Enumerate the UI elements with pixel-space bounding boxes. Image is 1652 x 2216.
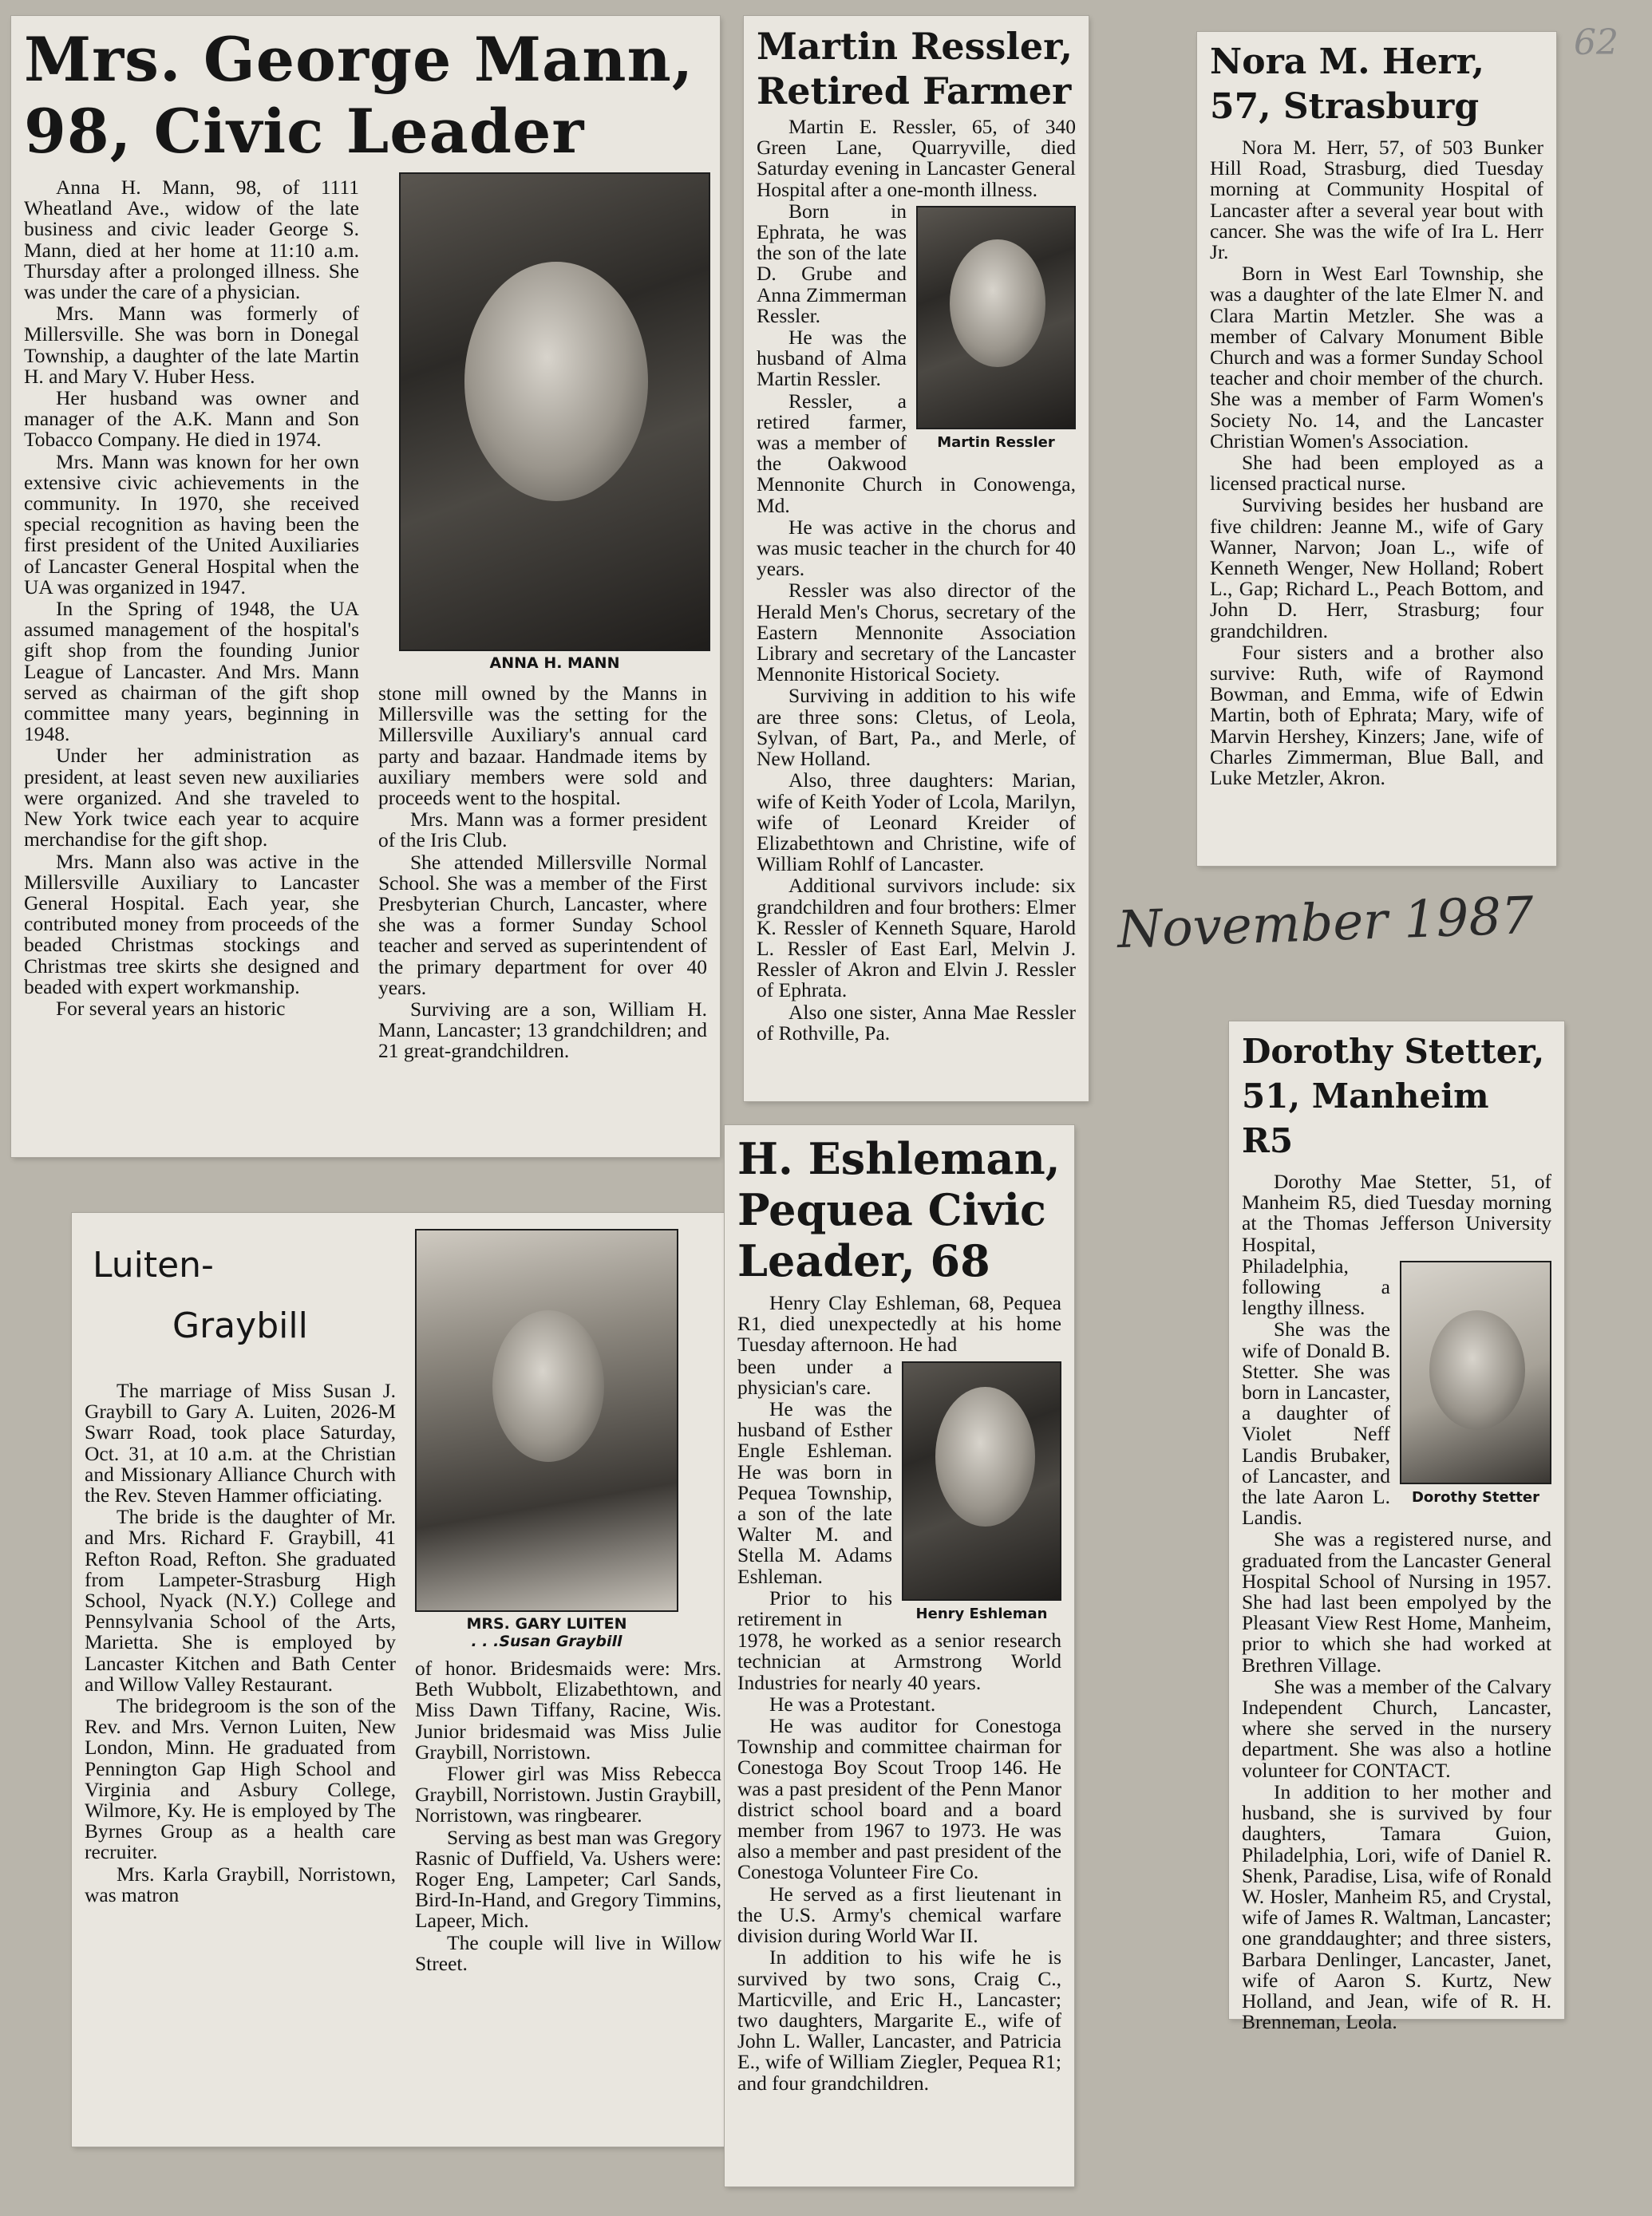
stetter-headline-1: Dorothy Stetter, bbox=[1242, 1032, 1545, 1071]
herr-paragraph: Surviving besides her husband are five children: Jeanne M., wife of Gary Wanner, Narvon; Joan L., wife of Kenneth Wenger, New Holland; Robert L., Gap; Richard L., Peach Bottom, and John D. Herr, Strasburg; four grandchildren. bbox=[1210, 493, 1543, 642]
eshleman-paragraph: He was auditor for Conestoga Township and committee chairman for Conestoga Boy Scout Troop 146. He was a past president of the Penn Manor district school board and a board member from 1967 to 1973. He was also a member and past president of the Conestoga Volunteer Fire Co. bbox=[737, 1714, 1061, 1884]
dorothy-stetter-caption: Dorothy Stetter bbox=[1411, 1488, 1540, 1506]
ressler-paragraph: Additional survivors include: six grandchildren and four brothers: Elmer K. Ressler of Kenneth Square, Harold L. Ressler of East Earl, Melvin J. Ressler of Akron and Elvin J. Ressler of Ephrata. bbox=[757, 874, 1076, 1002]
mann-obituary bbox=[11, 16, 720, 1157]
herr-paragraph: Four sisters and a brother also survive: Ruth, wife of Raymond Bowman, and Emma, wife of Edwin Martin, both of Ephrata; Mary, wife of Marvin Hershey, Kinzers; Jane, wife of Charles Zimmerman, Blue Ball, and Luke Metzler, Akron. bbox=[1210, 640, 1543, 790]
herr-paragraph: Nora M. Herr, 57, of 503 Bunker Hill Road, Strasburg, died Tuesday morning at Community Hospital of Lancaster after a several year bout with cancer. She was the wife of Ira L. Herr Jr. bbox=[1210, 136, 1543, 264]
stetter-intro: Dorothy Mae Stetter, 51, of Manheim R5, died Tuesday morning at the Thomas Jefferson University Hospital, bbox=[1242, 1170, 1551, 1256]
mann-paragraph: She attended Millersville Normal School. She was a member of the First Presbyterian Church, Lancaster, where she was a former Sunday School teacher and served as superintendent of the primary department for over 40 years. bbox=[378, 850, 707, 999]
mann-column-2 bbox=[378, 683, 707, 1062]
mann-paragraph: Mrs. Mann also was active in the Millersville Auxiliary to Lancaster General Hospital. Each year, she contributed money from proceeds of the beaded Christmas stockings and Christmas tree skirts she designed and beaded with expert workmanship. bbox=[24, 849, 359, 998]
ressler-obituary bbox=[744, 16, 1089, 1101]
herr-headline-2: 57, Strasburg bbox=[1210, 86, 1480, 127]
ressler-body bbox=[757, 117, 1076, 1044]
handwritten-date-note: November 1987 bbox=[1116, 886, 1535, 961]
dorothy-stetter-photo bbox=[1400, 1261, 1551, 1484]
herr-paragraph: Born in West Earl Township, she was a daughter of the late Elmer N. and Clara Martin Metzler. She was a member of Calvary Monument Bible Church and was a former Sunday School teacher and choir member of the church. She was a member of Farm Women's Society No. 14, and the Lancaster Christian Women's Association. bbox=[1210, 262, 1543, 452]
luiten-paragraph: The couple will live in Willow Street. bbox=[415, 1930, 721, 1975]
luiten-paragraph: Serving as best man was Gregory Rasnic of Duffield, Va. Ushers were: Roger Eng, Lampeter; Carl Sands, Bird-In-Hand, and Gregory Timmins, Lapeer, Mich. bbox=[415, 1825, 721, 1933]
stetter-paragraph: She was a member of the Calvary Independent Church, Lancaster, where she served in the nursery department. She was also a hotline volunteer for CONTACT. bbox=[1242, 1674, 1551, 1782]
mann-paragraph: In the Spring of 1948, the UA assumed management of the hospital's gift shop from the founding Junior League of Lancaster. And Mrs. Mann served as chairman of the gift shop committee many years, beginning in 1948. bbox=[24, 597, 359, 746]
mann-paragraph: Mrs. Mann was formerly of Millersville. She was born in Donegal Township, a daughter of the late Martin H. and Mary V. Huber Hess. bbox=[24, 302, 359, 388]
mrs-gary-luiten-caption: MRS. GARY LUITEN bbox=[466, 1615, 627, 1633]
ressler-paragraph: Ressler, a retired farmer, was a member of the Oakwood Mennonite Church in Conowenga, Md. bbox=[757, 389, 1076, 517]
luiten-paragraph: Flower girl was Miss Rebecca Graybill, Norristown. Justin Graybill, Norristown, was ringbearer. bbox=[415, 1762, 721, 1827]
ressler-photo-block bbox=[916, 206, 1076, 453]
eshleman-paragraph: In addition to his wife he is survived by two sons, Craig C., Marticville, and Eric H., Lancaster; two daughters, Margarite E., wife of John L. Waller, Lancaster, and Patricia E., wife of William Ziegler, Pequea R1; and four grandchildren. bbox=[737, 1945, 1061, 2095]
mann-paragraph: Her husband was owner and manager of the A.K. Mann and Son Tobacco Company. He died in 1974. bbox=[24, 386, 359, 452]
ressler-paragraph: Born in Ephrata, he was the son of the late D. Grube and Anna Zimmerman Ressler. bbox=[757, 199, 907, 327]
eshleman-headline-2: Pequea Civic bbox=[737, 1184, 1046, 1235]
eshleman-paragraph: Prior to his retirement in bbox=[737, 1586, 892, 1631]
martin-ressler-photo bbox=[916, 206, 1076, 429]
stetter-body bbox=[1242, 1171, 1551, 2032]
ressler-headline-1: Martin Ressler, bbox=[757, 25, 1073, 68]
mann-paragraph: Under her administration as president, at least seven new auxiliaries were organized. And she traveled to New York twice each year to acquire merchandise for the gift shop. bbox=[24, 744, 359, 851]
herr-obituary bbox=[1197, 32, 1556, 866]
luiten-headline-1: Luiten- bbox=[93, 1245, 214, 1286]
ressler-headline-2: Retired Farmer bbox=[757, 69, 1072, 113]
ressler-intro: Martin E. Ressler, 65, of 340 Green Lane, Quarryville, died Saturday evening in Lancaster General Hospital after a one-month illness. bbox=[757, 115, 1076, 201]
henry-eshleman-caption: Henry Eshleman bbox=[915, 1605, 1048, 1622]
henry-eshleman-photo bbox=[902, 1361, 1061, 1601]
luiten-column-2 bbox=[415, 1658, 721, 1974]
ressler-paragraph: Surviving in addition to his wife are three sons: Cletus, of Leola, Sylvan, of Bart, Pa., and Merle, of New Holland. bbox=[757, 684, 1076, 771]
ressler-paragraph: Also, three daughters: Marian, wife of Keith Yoder of Lcola, Marilyn, wife of Leonard Kreider of Elizabethtown and Christine, wife of William Rohlf of Lancaster. bbox=[757, 768, 1076, 876]
herr-headline-1: Nora M. Herr, bbox=[1210, 41, 1484, 82]
mrs-gary-luiten-photo bbox=[415, 1229, 678, 1612]
eshleman-obituary bbox=[725, 1125, 1074, 2186]
stetter-obituary bbox=[1229, 1021, 1564, 2034]
eshleman-photo-block bbox=[902, 1361, 1061, 1625]
luiten-paragraph: The bridegroom is the son of the Rev. and Mrs. Vernon Luiten, New London, Minn. He graduated from Pennington Gap High School and Virginia and Asbury College, Wilmore, Ky. He is employed by The Byrnes Group as a health care recruiter. bbox=[85, 1694, 396, 1864]
stetter-photo-block bbox=[1400, 1261, 1551, 1508]
susan-graybill-caption: . . .Susan Graybill bbox=[471, 1633, 622, 1650]
ressler-paragraph: He was the husband of Alma Martin Ressler. bbox=[757, 326, 907, 391]
anna-mann-caption: ANNA H. MANN bbox=[489, 654, 620, 672]
mann-column-1 bbox=[24, 177, 359, 1063]
stetter-paragraph: In addition to her mother and husband, she is survived by four daughters, Tamara Guion, Philadelphia, Lori, wife of Daniel R. Shenk, Paradise, Lisa, wife of Ronald W. Hosler, Manheim R5, and Crystal, wife of James R. Waltman, Lancaster; one granddaughter; and three sisters, Barbara Denlinger, Lancaster, Janet, wife of Aaron S. Kurtz, New Holland, and Jean, wife of R. H. Brenneman, Leola. bbox=[1242, 1780, 1551, 2034]
herr-paragraph: She had been employed as a licensed practical nurse. bbox=[1210, 451, 1543, 496]
stetter-headline-2: 51, Manheim R5 bbox=[1242, 1076, 1489, 1160]
eshleman-headline-3: Leader, 68 bbox=[737, 1235, 990, 1286]
eshleman-body bbox=[737, 1293, 1061, 2094]
eshleman-paragraph: He served as a first lieutenant in the U.S. Army's chemical warfare division during World War II. bbox=[737, 1882, 1061, 1948]
ressler-paragraph: Ressler was also director of the Herald Men's Chorus, secretary of the Eastern Mennonite Association Library and secretary of the Lancaster Mennonite Historical Society. bbox=[757, 579, 1076, 686]
page-number-annotation: 62 bbox=[1574, 22, 1618, 63]
mann-headline-1: Mrs. George Mann, bbox=[24, 24, 694, 95]
luiten-paragraph: The marriage of Miss Susan J. Graybill to Gary A. Luiten, 2026-M Swarr Road, took place Saturday, Oct. 31, at 10 a.m. at the Christian and Missionary Alliance Church with the Rev. Steven Hammer officiating. bbox=[85, 1379, 396, 1507]
anna-mann-photo bbox=[399, 172, 710, 651]
eshleman-paragraph: He was the husband of Esther Engle Eshleman. He was born in Pequea Township, a son of the late Walter M. and Stella M. Adams Eshleman. bbox=[737, 1397, 892, 1588]
luiten-headline-2: Graybill bbox=[172, 1306, 308, 1346]
luiten-column-1 bbox=[85, 1381, 396, 1975]
ressler-paragraph: He was active in the chorus and was music teacher in the church for 40 years. bbox=[757, 515, 1076, 581]
mann-paragraph: Mrs. Mann was known for her own extensive civic achievements in the community. In 1970, she received special recognition as having been the first president of the United Auxiliaries of Lancaster General Hospital when the UA was organized in 1947. bbox=[24, 449, 359, 598]
eshleman-paragraph: He was a Protestant. bbox=[769, 1692, 936, 1716]
mann-paragraph: For several years an historic bbox=[56, 996, 286, 1020]
stetter-paragraph: She was the wife of Donald B. Stetter. She was born in Lancaster, a daughter of Violet Neff Landis Brubaker, of Lancaster, and the late Aaron L. Landis. bbox=[1242, 1317, 1390, 1530]
stetter-paragraph: She was a registered nurse, and graduated from the Lancaster General Hospital School of Nursing in 1957. She had last been empolyed by the Pleasant View Rest Home, Manheim, prior to which she had worked at Brethren Village. bbox=[1242, 1527, 1551, 1677]
mann-paragraph: Mrs. Mann was a former president of the Iris Club. bbox=[378, 808, 707, 852]
stetter-paragraph: Philadelphia, following a lengthy illness. bbox=[1242, 1254, 1390, 1320]
mann-paragraph: Anna H. Mann, 98, of 1111 Wheatland Ave., widow of the late business and civic leader George S. Mann, died at her home at 11:10 a.m. Thursday after a prolonged illness. She was under the care of a physician. bbox=[24, 176, 359, 304]
luiten-paragraph: The bride is the daughter of Mr. and Mrs. Richard F. Graybill, 41 Refton Road, Refton. She graduated from Lampeter-Strasburg High School, Nyack (N.Y.) College and Pennsylvania School of the Arts, Marietta. She is employed by Lancaster Kitchen and Bath Center and Willow Valley Restaurant. bbox=[85, 1505, 396, 1696]
luiten-paragraph: Mrs. Karla Graybill, Norristown, was matron bbox=[85, 1862, 396, 1906]
eshleman-headline-1: H. Eshleman, bbox=[737, 1133, 1061, 1184]
mann-headline-2: 98, Civic Leader bbox=[24, 96, 585, 167]
eshleman-intro: Henry Clay Eshleman, 68, Pequea R1, died unexpectedly at his home Tuesday afternoon. He had bbox=[737, 1291, 1061, 1357]
herr-body bbox=[1210, 137, 1543, 788]
martin-ressler-caption: Martin Ressler bbox=[937, 433, 1055, 451]
eshleman-paragraph: 1978, he worked as a senior research technician at Armstrong World Industries for nearly 40 years. bbox=[737, 1629, 1061, 1694]
eshleman-paragraph: been under a physician's care. bbox=[737, 1354, 892, 1399]
luiten-paragraph: of honor. Bridesmaids were: Mrs. Beth Wubbolt, Elizabethtown, and Miss Dawn Tiffany, Racine, Wis. Junior bridesmaid was Miss Julie Graybill, Norristown. bbox=[415, 1657, 721, 1764]
mann-paragraph: stone mill owned by the Manns in Millersville was the setting for the Millersville Auxiliary's annual card party and bazaar. Handmade items by auxiliary members were sold and proceeds went to the hospital. bbox=[378, 681, 707, 810]
luiten-photo-block bbox=[415, 1229, 678, 1650]
mann-photo-block bbox=[399, 172, 710, 672]
luiten-graybill-wedding bbox=[72, 1213, 734, 2147]
ressler-paragraph: Also one sister, Anna Mae Ressler of Rothville, Pa. bbox=[757, 1000, 1076, 1045]
mann-paragraph: Surviving are a son, William H. Mann, Lancaster; 13 grandchildren; and 21 great-grandchildren. bbox=[378, 997, 707, 1063]
